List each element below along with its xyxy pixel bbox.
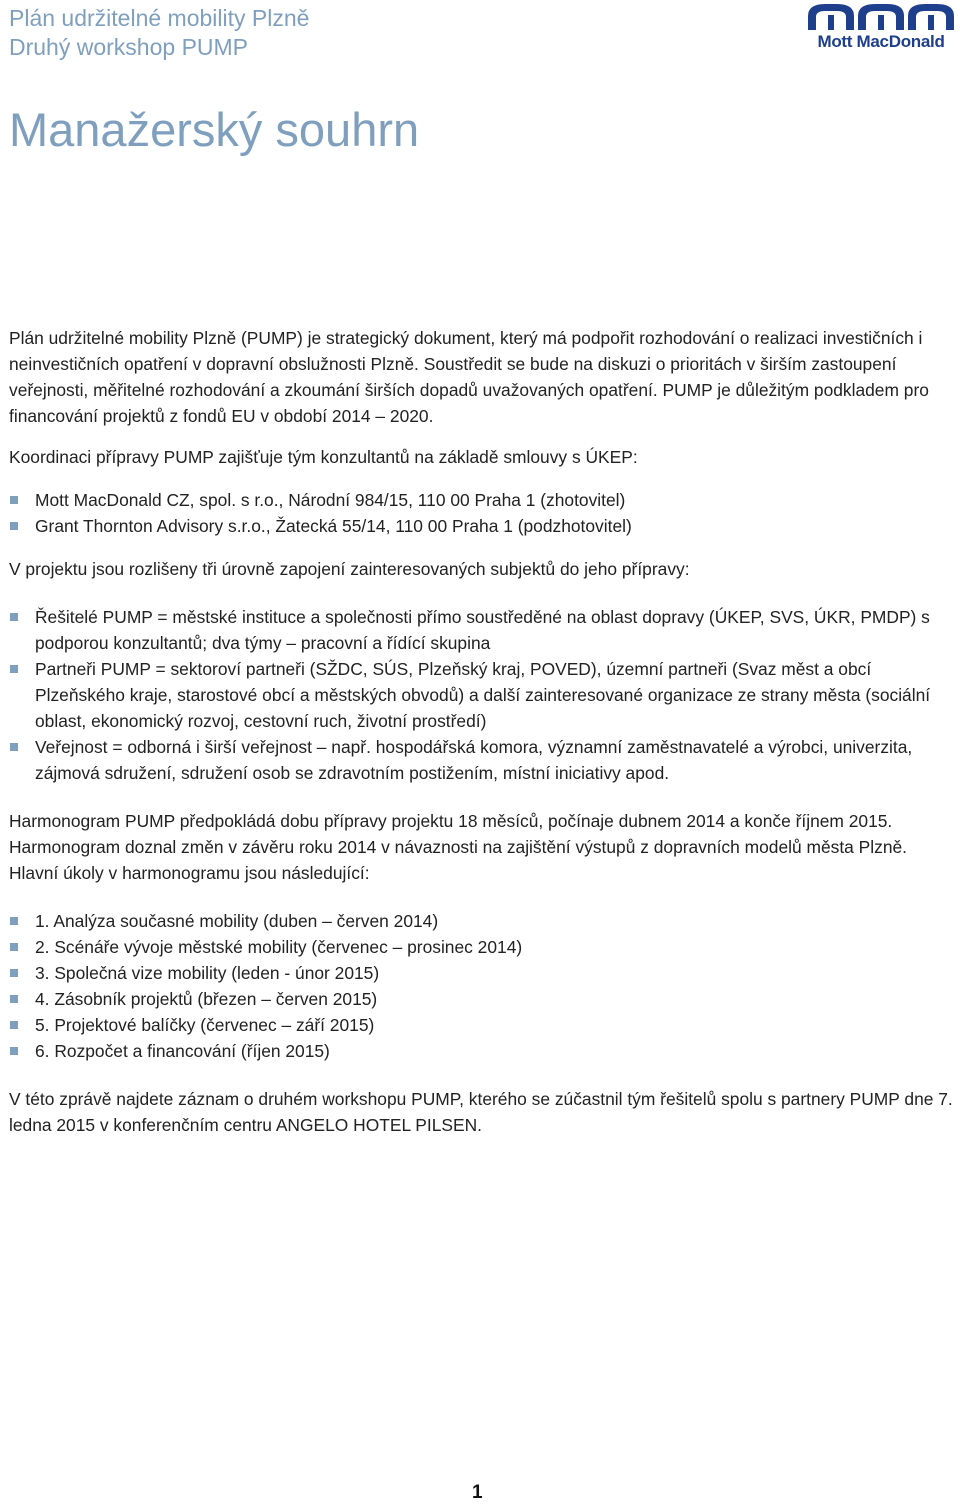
list-item: Řešitelé PUMP = městské instituce a společnosti přímo soustředěné na oblast dopravy (ÚKEP, SVS, ÚKR, PMDP) s podporou konzultantů; dva týmy – pracovní a řídící skupina (9, 604, 954, 656)
intro-paragraph: Plán udržitelné mobility Plzně (PUMP) je strategický dokument, který má podpořit rozhodování o realizaci investičních i neinvestičních opatření v dopravní obslužnosti Plzně. Soustředit se bude na diskuzi o prioritách v širším zastoupení veřejnosti, měřitelné rozhodování a zkoumání širších dopadů uvažovaných opatření. PUMP je důležitým podkladem pro financování projektů z fondů EU v období 2014 – 2020. (9, 328, 929, 426)
list-item: Veřejnost = odborná i širší veřejnost – např. hospodářská komora, významní zaměstnavatelé a výrobci, univerzita, zájmová sdružení, sdružení osob se zdravotním postižením, místní iniciativy apod. (9, 734, 954, 786)
levels-paragraph: V projektu jsou rozlišeny tři úrovně zapojení zainteresovaných subjektů do jeho přípravy: (9, 559, 690, 579)
list-item: 1. Analýza současné mobility (duben – červen 2014) (9, 908, 954, 934)
list-item: 6. Rozpočet a financování (říjen 2015) (9, 1038, 954, 1064)
schedule-task-list (9, 908, 954, 1064)
list-item: Grant Thornton Advisory s.r.o., Žatecká 55/14, 110 00 Praha 1 (podzhotovitel) (9, 513, 954, 539)
closing-paragraph: V této zprávě najdete záznam o druhém workshopu PUMP, kterého se zúčastnil tým řešitelů spolu s partnery PUMP dne 7. ledna 2015 v konferenčním centru ANGELO HOTEL PILSEN. (9, 1089, 953, 1135)
consultant-list (9, 487, 954, 539)
logo-mark-icon (806, 2, 956, 32)
list-item: 5. Projektové balíčky (červenec – září 2015) (9, 1012, 954, 1038)
logo-text: Mott MacDonald (817, 32, 945, 51)
list-item: Partneři PUMP = sektoroví partneři (SŽDC, SÚS, Plzeňský kraj, POVED), územní partneři (Svaz měst a obcí Plzeňského kraje, starostové obcí a městských obvodů) a další zainteresované organizace ze strany města (sociální oblast, ekonomický rozvoj, cestovní ruch, životní prostředí) (9, 656, 954, 734)
page-title: Manažerský souhrn (9, 103, 420, 156)
header-title: Plán udržitelné mobility Plzně (9, 5, 310, 31)
header-subtitle: Druhý workshop PUMP (9, 34, 249, 60)
list-item: Mott MacDonald CZ, spol. s r.o., Národní 984/15, 110 00 Praha 1 (zhotovitel) (9, 487, 954, 513)
document-body (9, 325, 954, 1138)
mott-macdonald-logo (806, 2, 956, 52)
list-item: 4. Zásobník projektů (březen – červen 2015) (9, 986, 954, 1012)
list-item: 2. Scénáře vývoje městské mobility (červenec – prosinec 2014) (9, 934, 954, 960)
coordination-paragraph: Koordinaci přípravy PUMP zajišťuje tým konzultantů na základě smlouvy s ÚKEP: (9, 447, 638, 467)
stakeholder-levels-list (9, 604, 954, 786)
page-number: 1 (472, 1482, 483, 1503)
schedule-paragraph: Harmonogram PUMP předpokládá dobu přípravy projektu 18 měsíců, počínaje dubnem 2014 a konče říjnem 2015. Harmonogram doznal změn v závěru roku 2014 v návaznosti na zajištění výstupů z dopravních modelů města Plzně. Hlavní úkoly v harmonogramu jsou následující: (9, 811, 908, 883)
list-item: 3. Společná vize mobility (leden - únor 2015) (9, 960, 954, 986)
